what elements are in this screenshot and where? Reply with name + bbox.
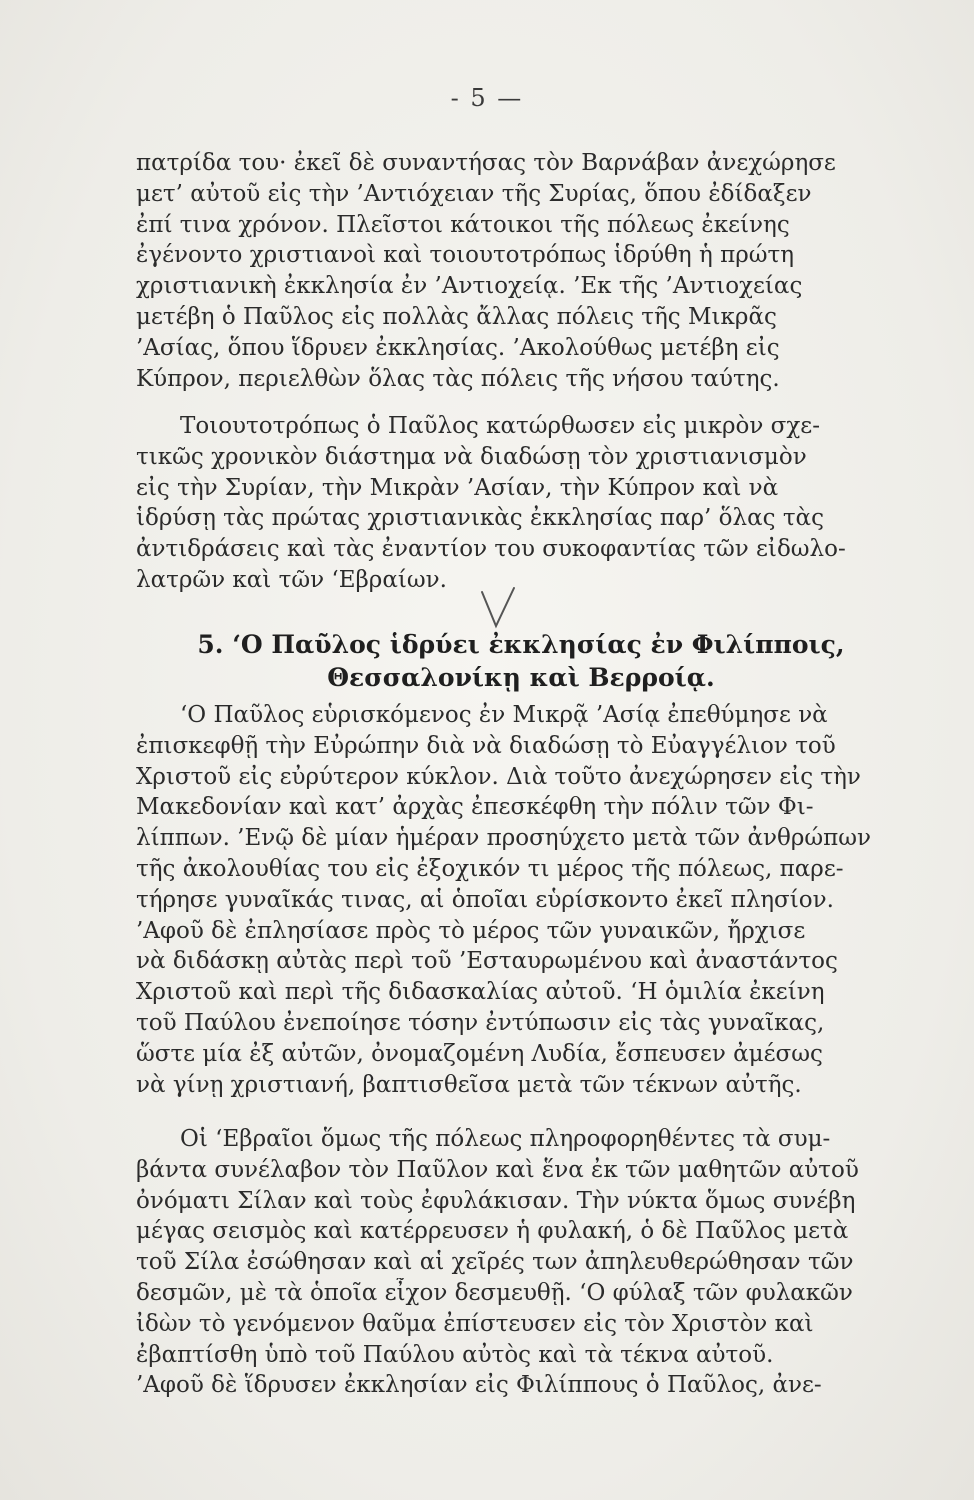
paragraph-2 [136,411,906,596]
paragraph-1 [136,148,906,394]
text-line: Χριστοῦ καὶ περὶ τῆς διδασκαλίας αὐτοῦ. ‘Η ὁμιλία ἐκείνη [136,979,825,1006]
text-line: πατρίδα του· ἐκεῖ δὲ συναντήσας τὸν Βαρνάβαν ἀνεχώρησε [136,150,836,176]
text-line: τικῶς χρονικὸν διάστημα νὰ διαδώσῃ τὸν χριστιανισμὸν [136,443,807,470]
text-line: τοῦ Σίλα ἐσώθησαν καὶ αἱ χεῖρές των ἀπηλευθερώθησαν τῶν [136,1249,854,1276]
text-line: ’Αφοῦ δὲ ἵδρυσεν ἐκκλησίαν εἰς Φιλίππους ὁ Παῦλος, ἀνε- [136,1372,822,1399]
text-line: Κύπρον, περιελθὼν ὅλας τὰς πόλεις τῆς νήσου ταύτης. [136,365,780,392]
text-line: ἱδρύσῃ τὰς πρώτας χριστιανικὰς ἐκκλησίας παρ’ ὅλας τὰς [136,505,824,532]
text-line: ἐβαπτίσθη ὑπὸ τοῦ Παύλου αὐτὸς καὶ τὰ τέκνα αὐτοῦ. [136,1341,774,1368]
text-line: τήρησε γυναῖκάς τινας, αἱ ὁποῖαι εὑρίσκοντο ἐκεῖ πλησίον. [136,886,834,913]
text-line: νὰ γίνῃ χριστιανή, βαπτισθεῖσα μετὰ τῶν τέκνων αὐτῆς. [136,1071,802,1098]
text-line: ἰδὼν τὸ γενόμενον θαῦμα ἐπίστευσεν εἰς τὸν Χριστὸν καὶ [136,1310,814,1337]
text-line: Οἱ ‘Εβραῖοι ὅμως τῆς πόλεως πληροφορηθέντες τὰ συμ- [180,1126,831,1152]
text-line: δεσμῶν, μὲ τὰ ὁποῖα εἶχον δεσμευθῇ. ‘Ο φύλαξ τῶν φυλακῶν [136,1279,853,1306]
text-line: μετ’ αὐτοῦ εἰς τὴν ’Αντιόχειαν τῆς Συρίας, ὅπου ἐδίδαξεν [136,180,812,207]
text-line: ὀνόματι Σίλαν καὶ τοὺς ἐφυλάκισαν. Τὴν νύκτα ὅμως συνέβη [136,1187,856,1214]
text-line: μετέβη ὁ Παῦλος εἰς πολλὰς ἄλλας πόλεις τῆς Μικρᾶς [136,303,777,330]
text-line: ὥστε μία ἐξ αὐτῶν, ὀνομαζομένη Λυδία, ἔσπευσεν ἀμέσως [136,1040,823,1067]
text-line: ’Ασίας, ὅπου ἵδρυεν ἐκκλησίας. ’Ακολούθως μετέβη εἰς [136,334,780,361]
page-number: - 5 — [450,84,524,112]
section-heading-line-2: Θεσσαλονίκῃ καὶ Βερροίᾳ. [327,663,715,692]
section-heading [136,628,906,694]
text-line: Τοιουτοτρόπως ὁ Παῦλος κατώρθωσεν εἰς μικρὸν σχε- [180,413,820,439]
text-line: χριστιανικὴ ἐκκλησία ἐν ’Αντιοχείᾳ. ’Εκ τῆς ’Αντιοχείας [136,273,803,300]
text-line: Μακεδονίαν καὶ κατ’ ἀρχὰς ἐπεσκέφθη τὴν πόλιν τῶν Φι- [136,794,814,821]
text-line: βάντα συνέλαβον τὸν Παῦλον καὶ ἕνα ἐκ τῶν μαθητῶν αὐτοῦ [136,1156,859,1183]
handwritten-check-mark [476,586,520,630]
text-line: ‘Ο Παῦλος εὑρισκόμενος ἐν Μικρᾷ ’Ασίᾳ ἐπεθύμησε νὰ [180,702,828,728]
paragraph-4 [136,1124,906,1401]
paragraph-3 [136,700,906,1100]
text-line: λατρῶν καὶ τῶν ‘Εβραίων. [136,566,447,593]
text-line: λίππων. ’Ενῷ δὲ μίαν ἡμέραν προσηύχετο μετὰ τῶν ἀνθρώπων [136,825,871,852]
text-line: ἐπισκεφθῇ τὴν Εὐρώπην διὰ νὰ διαδώσῃ τὸ Εὐαγγέλιον τοῦ [136,732,836,759]
text-line: ἀντιδράσεις καὶ τὰς ἐναντίον του συκοφαντίας τῶν εἰδωλο- [136,536,846,563]
text-line: τῆς ἀκολουθίας του εἰς ἐξοχικόν τι μέρος τῆς πόλεως, παρε- [136,855,844,882]
text-line: Χριστοῦ εἰς εὐρύτερον κύκλον. Διὰ τοῦτο ἀνεχώρησεν εἰς τὴν [136,763,861,790]
text-line: εἰς τὴν Συρίαν, τὴν Μικρὰν ’Ασίαν, τὴν Κύπρον καὶ νὰ [136,474,779,501]
text-line: τοῦ Παύλου ἐνεποίησε τόσην ἐντύπωσιν εἰς τὰς γυναῖκας, [136,1009,825,1036]
section-heading-line-1: 5. ‘Ο Παῦλος ἱδρύει ἐκκλησίας ἐν Φιλίπποις, [197,630,845,659]
text-line: ’Αφοῦ δὲ ἐπλησίασε πρὸς τὸ μέρος τῶν γυναικῶν, ἤρχισε [136,917,806,944]
text-line: μέγας σεισμὸς καὶ κατέρρευσεν ἡ φυλακή, ὁ δὲ Παῦλος μετὰ [136,1218,849,1245]
text-line: νὰ διδάσκῃ αὐτὰς περὶ τοῦ ’Εσταυρωμένου καὶ ἀναστάντος [136,948,838,975]
text-line: ἐπί τινα χρόνον. Πλεῖστοι κάτοικοι τῆς πόλεως ἐκείνης [136,211,790,238]
text-line: ἐγένοντο χριστιανοὶ καὶ τοιουτοτρόπως ἱδρύθη ἡ πρώτη [136,242,794,269]
